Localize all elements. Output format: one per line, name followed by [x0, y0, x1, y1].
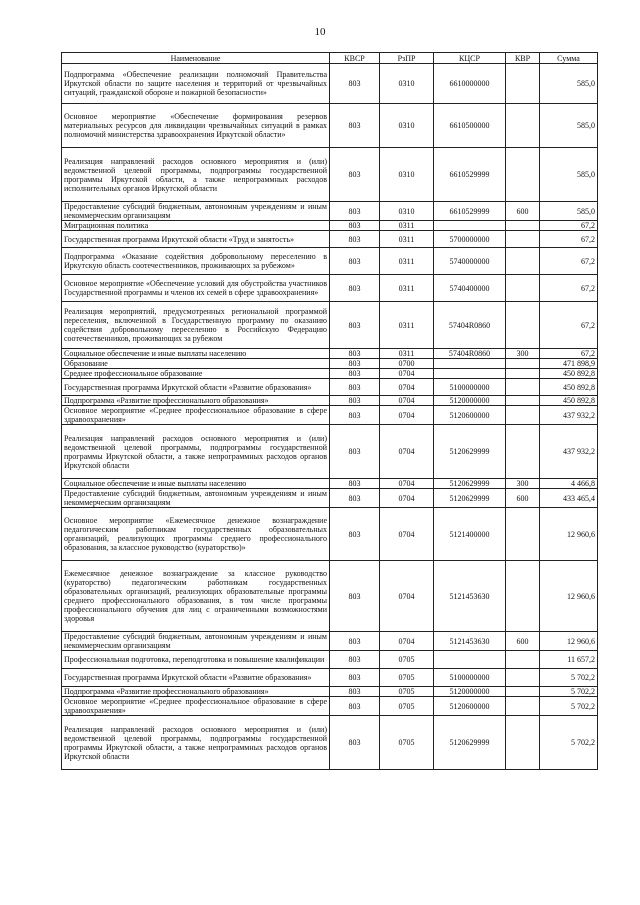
cell-kvsr: 803 — [330, 632, 380, 651]
cell-sum: 12 960,6 — [540, 632, 598, 651]
cell-kcsr — [434, 651, 506, 669]
cell-kcsr: 5120629999 — [434, 479, 506, 489]
cell-kcsr: 5120600000 — [434, 406, 506, 425]
page-number: 10 — [314, 26, 326, 38]
table-row — [62, 651, 598, 669]
cell-kvr — [506, 64, 540, 104]
cell-kcsr: 5120000000 — [434, 396, 506, 406]
table-row — [62, 489, 598, 508]
cell-kvr — [506, 275, 540, 302]
cell-kcsr: 5700000000 — [434, 231, 506, 248]
cell-rzpr: 0704 — [380, 489, 434, 508]
cell-kvsr: 803 — [330, 669, 380, 687]
cell-kvr — [506, 697, 540, 716]
cell-kvr: 300 — [506, 479, 540, 489]
table-row — [62, 406, 598, 425]
cell-name: Подпрограмма «Оказание содействия добровольному переселению в Иркутскую область соотечественников, проживающих за рубежом» — [62, 248, 330, 275]
cell-kvsr: 803 — [330, 64, 380, 104]
cell-kcsr: 5120000000 — [434, 687, 506, 697]
cell-sum: 450 892,8 — [540, 379, 598, 396]
cell-kvsr: 803 — [330, 425, 380, 479]
cell-kvsr: 803 — [330, 275, 380, 302]
table-row — [62, 148, 598, 202]
cell-kcsr: 5120629999 — [434, 716, 506, 770]
cell-kcsr: 6610529999 — [434, 202, 506, 221]
table-row — [62, 248, 598, 275]
cell-kvsr: 803 — [330, 687, 380, 697]
cell-name: Подпрограмма «Развитие профессионального образования» — [62, 396, 330, 406]
cell-sum: 5 702,2 — [540, 669, 598, 687]
cell-rzpr: 0311 — [380, 248, 434, 275]
cell-rzpr: 0704 — [380, 379, 434, 396]
header-sum: Сумма — [540, 53, 598, 64]
cell-name: Образование — [62, 359, 330, 369]
cell-sum: 5 702,2 — [540, 697, 598, 716]
cell-sum: 67,2 — [540, 248, 598, 275]
cell-kcsr: 5121453630 — [434, 561, 506, 632]
cell-kvr — [506, 104, 540, 148]
cell-kvr: 600 — [506, 632, 540, 651]
cell-name: Реализация мероприятий, предусмотренных региональной программой переселения, включенной в Государственную программу по оказанию содействия добровольному переселению в Российскую Федерацию соотечественников, проживающих за рубежом — [62, 302, 330, 349]
cell-kvr — [506, 148, 540, 202]
cell-name: Основное мероприятие «Среднее профессиональное образование в сфере здравоохранения» — [62, 406, 330, 425]
cell-name: Основное мероприятие «Среднее профессиональное образование в сфере здравоохранения» — [62, 697, 330, 716]
cell-kvr — [506, 716, 540, 770]
cell-kvsr: 803 — [330, 489, 380, 508]
cell-kvr: 600 — [506, 489, 540, 508]
table-row — [62, 379, 598, 396]
cell-kvsr: 803 — [330, 202, 380, 221]
cell-sum: 450 892,8 — [540, 396, 598, 406]
table-row — [62, 479, 598, 489]
table-row — [62, 716, 598, 770]
cell-kcsr: 5120600000 — [434, 697, 506, 716]
cell-name: Основное мероприятие «Ежемесячное денежное вознаграждение педагогическим работникам государственных образовательных организаций, реализующих программы среднего профессионального образования, за классное руководство (кураторство)» — [62, 508, 330, 561]
budget-table — [61, 52, 598, 770]
cell-kvsr: 803 — [330, 248, 380, 275]
cell-kcsr: 5100000000 — [434, 669, 506, 687]
table-row — [62, 104, 598, 148]
cell-sum: 585,0 — [540, 202, 598, 221]
cell-rzpr: 0705 — [380, 697, 434, 716]
table-row — [62, 669, 598, 687]
cell-kvr — [506, 406, 540, 425]
cell-kcsr: 5121453630 — [434, 632, 506, 651]
cell-kvsr: 803 — [330, 406, 380, 425]
cell-kvr — [506, 425, 540, 479]
cell-name: Профессиональная подготовка, переподготовка и повышение квалификации — [62, 651, 330, 669]
cell-kvr — [506, 248, 540, 275]
cell-name: Предоставление субсидий бюджетным, автономным учреждениям и иным некоммерческим организациям — [62, 632, 330, 651]
cell-sum: 12 960,6 — [540, 508, 598, 561]
table-row — [62, 561, 598, 632]
cell-name: Подпрограмма «Развитие профессионального образования» — [62, 687, 330, 697]
header-name: Наименование — [62, 53, 330, 64]
cell-kcsr — [434, 221, 506, 231]
cell-rzpr: 0704 — [380, 508, 434, 561]
cell-kvsr: 803 — [330, 369, 380, 379]
cell-sum: 4 466,8 — [540, 479, 598, 489]
table-row — [62, 349, 598, 359]
cell-sum: 437 932,2 — [540, 406, 598, 425]
cell-kcsr — [434, 369, 506, 379]
cell-sum: 5 702,2 — [540, 716, 598, 770]
cell-kvsr: 803 — [330, 651, 380, 669]
cell-kvsr: 803 — [330, 221, 380, 231]
cell-kcsr: 5120629999 — [434, 489, 506, 508]
table-row — [62, 425, 598, 479]
header-kcsr: КЦСР — [434, 53, 506, 64]
cell-kcsr — [434, 359, 506, 369]
table-header-row — [62, 53, 598, 64]
cell-kcsr: 5740000000 — [434, 248, 506, 275]
cell-sum: 585,0 — [540, 104, 598, 148]
table-row — [62, 687, 598, 697]
cell-kcsr: 5100000000 — [434, 379, 506, 396]
cell-kvr — [506, 221, 540, 231]
cell-kvr — [506, 669, 540, 687]
cell-sum: 5 702,2 — [540, 687, 598, 697]
cell-rzpr: 0311 — [380, 275, 434, 302]
cell-rzpr: 0310 — [380, 148, 434, 202]
cell-name: Реализация направлений расходов основного мероприятия и (или) ведомственной целевой программы, подпрограммы государственной программы Иркутской области, а также непрограммных расходов исполнительных органов Иркутской области — [62, 148, 330, 202]
table-row — [62, 231, 598, 248]
cell-kvsr: 803 — [330, 349, 380, 359]
cell-kvsr: 803 — [330, 359, 380, 369]
cell-rzpr: 0311 — [380, 349, 434, 359]
cell-name: Государственная программа Иркутской области «Развитие образования» — [62, 669, 330, 687]
cell-rzpr: 0310 — [380, 202, 434, 221]
cell-name: Основное мероприятие «Обеспечение условий для обустройства участников Государственной программы и членов их семей в сфере здравоохранения» — [62, 275, 330, 302]
cell-kcsr: 6610500000 — [434, 104, 506, 148]
cell-sum: 471 898,9 — [540, 359, 598, 369]
cell-rzpr: 0704 — [380, 479, 434, 489]
cell-kvr — [506, 508, 540, 561]
cell-kvr — [506, 359, 540, 369]
cell-rzpr: 0310 — [380, 104, 434, 148]
cell-sum: 67,2 — [540, 275, 598, 302]
cell-kvsr: 803 — [330, 716, 380, 770]
cell-kcsr: 5120629999 — [434, 425, 506, 479]
cell-kvr — [506, 651, 540, 669]
cell-kvsr: 803 — [330, 148, 380, 202]
cell-kcsr: 57404R0860 — [434, 349, 506, 359]
table-row — [62, 632, 598, 651]
header-kvsr: КВСР — [330, 53, 380, 64]
cell-kvr — [506, 231, 540, 248]
cell-sum: 450 892,8 — [540, 369, 598, 379]
cell-kcsr: 6610000000 — [434, 64, 506, 104]
cell-rzpr: 0705 — [380, 651, 434, 669]
cell-rzpr: 0311 — [380, 231, 434, 248]
cell-name: Основное мероприятие «Обеспечение формирования резервов материальных ресурсов для ликвидации чрезвычайных ситуаций в рамках полномочий министерства здравоохранения Иркутской области» — [62, 104, 330, 148]
cell-name: Реализация направлений расходов основного мероприятия и (или) ведомственной целевой программы, подпрограммы государственной программы Иркутской области, а также непрограммных расходов органов Иркутской области — [62, 425, 330, 479]
cell-name: Предоставление субсидий бюджетным, автономным учреждениям и иным некоммерческим организациям — [62, 202, 330, 221]
cell-rzpr: 0704 — [380, 369, 434, 379]
cell-rzpr: 0704 — [380, 406, 434, 425]
cell-sum: 67,2 — [540, 302, 598, 349]
table-row — [62, 369, 598, 379]
cell-sum: 12 960,6 — [540, 561, 598, 632]
header-kvr: КВР — [506, 53, 540, 64]
table-row — [62, 221, 598, 231]
table-row — [62, 64, 598, 104]
cell-name: Ежемесячное денежное вознаграждение за классное руководство (кураторство) педагогическим работникам государственных образовательных организаций, реализующих образовательные программы среднего профессионального образования, в том числе программы профессионального обучения для лиц с ограниченными возможностями здоровья — [62, 561, 330, 632]
cell-kvsr: 803 — [330, 396, 380, 406]
cell-sum: 67,2 — [540, 221, 598, 231]
cell-rzpr: 0705 — [380, 716, 434, 770]
cell-kcsr: 5740400000 — [434, 275, 506, 302]
cell-rzpr: 0705 — [380, 669, 434, 687]
cell-sum: 585,0 — [540, 148, 598, 202]
cell-rzpr: 0705 — [380, 687, 434, 697]
table-row — [62, 697, 598, 716]
cell-rzpr: 0311 — [380, 302, 434, 349]
cell-kvr — [506, 369, 540, 379]
cell-rzpr: 0704 — [380, 425, 434, 479]
table-row — [62, 359, 598, 369]
cell-kcsr: 57404R0860 — [434, 302, 506, 349]
cell-kvr — [506, 379, 540, 396]
cell-rzpr: 0311 — [380, 221, 434, 231]
cell-kvsr: 803 — [330, 697, 380, 716]
cell-rzpr: 0704 — [380, 632, 434, 651]
cell-sum: 585,0 — [540, 64, 598, 104]
cell-kvsr: 803 — [330, 379, 380, 396]
cell-kvr — [506, 396, 540, 406]
cell-rzpr: 0310 — [380, 64, 434, 104]
cell-kvr — [506, 302, 540, 349]
cell-kcsr: 5121400000 — [434, 508, 506, 561]
table-row — [62, 275, 598, 302]
cell-rzpr: 0704 — [380, 396, 434, 406]
table-row — [62, 302, 598, 349]
cell-kvsr: 803 — [330, 561, 380, 632]
cell-name: Государственная программа Иркутской области «Труд и занятость» — [62, 231, 330, 248]
cell-name: Среднее профессиональное образование — [62, 369, 330, 379]
table-row — [62, 202, 598, 221]
cell-sum: 67,2 — [540, 349, 598, 359]
cell-name: Социальное обеспечение и иные выплаты населению — [62, 349, 330, 359]
cell-kcsr: 6610529999 — [434, 148, 506, 202]
table-row — [62, 508, 598, 561]
cell-kvsr: 803 — [330, 479, 380, 489]
cell-sum: 433 465,4 — [540, 489, 598, 508]
cell-sum: 437 932,2 — [540, 425, 598, 479]
cell-rzpr: 0704 — [380, 561, 434, 632]
cell-rzpr: 0700 — [380, 359, 434, 369]
cell-kvsr: 803 — [330, 104, 380, 148]
cell-name: Социальное обеспечение и иные выплаты населению — [62, 479, 330, 489]
cell-kvsr: 803 — [330, 508, 380, 561]
cell-name: Миграционная политика — [62, 221, 330, 231]
cell-name: Реализация направлений расходов основного мероприятия и (или) ведомственной целевой программы, подпрограммы государственной программы Иркутской области, а также непрограммных расходов органов Иркутской области — [62, 716, 330, 770]
cell-name: Государственная программа Иркутской области «Развитие образования» — [62, 379, 330, 396]
cell-name: Предоставление субсидий бюджетным, автономным учреждениям и иным некоммерческим организациям — [62, 489, 330, 508]
cell-kvr — [506, 687, 540, 697]
cell-kvr: 300 — [506, 349, 540, 359]
cell-kvsr: 803 — [330, 231, 380, 248]
cell-kvsr: 803 — [330, 302, 380, 349]
cell-kvr: 600 — [506, 202, 540, 221]
table-row — [62, 396, 598, 406]
cell-kvr — [506, 561, 540, 632]
header-rzpr: РзПР — [380, 53, 434, 64]
cell-sum: 11 657,2 — [540, 651, 598, 669]
cell-name: Подпрограмма «Обеспечение реализации полномочий Правительства Иркутской области по защите населения и территорий от чрезвычайных ситуаций, гражданской обороне и пожарной безопасности» — [62, 64, 330, 104]
cell-sum: 67,2 — [540, 231, 598, 248]
